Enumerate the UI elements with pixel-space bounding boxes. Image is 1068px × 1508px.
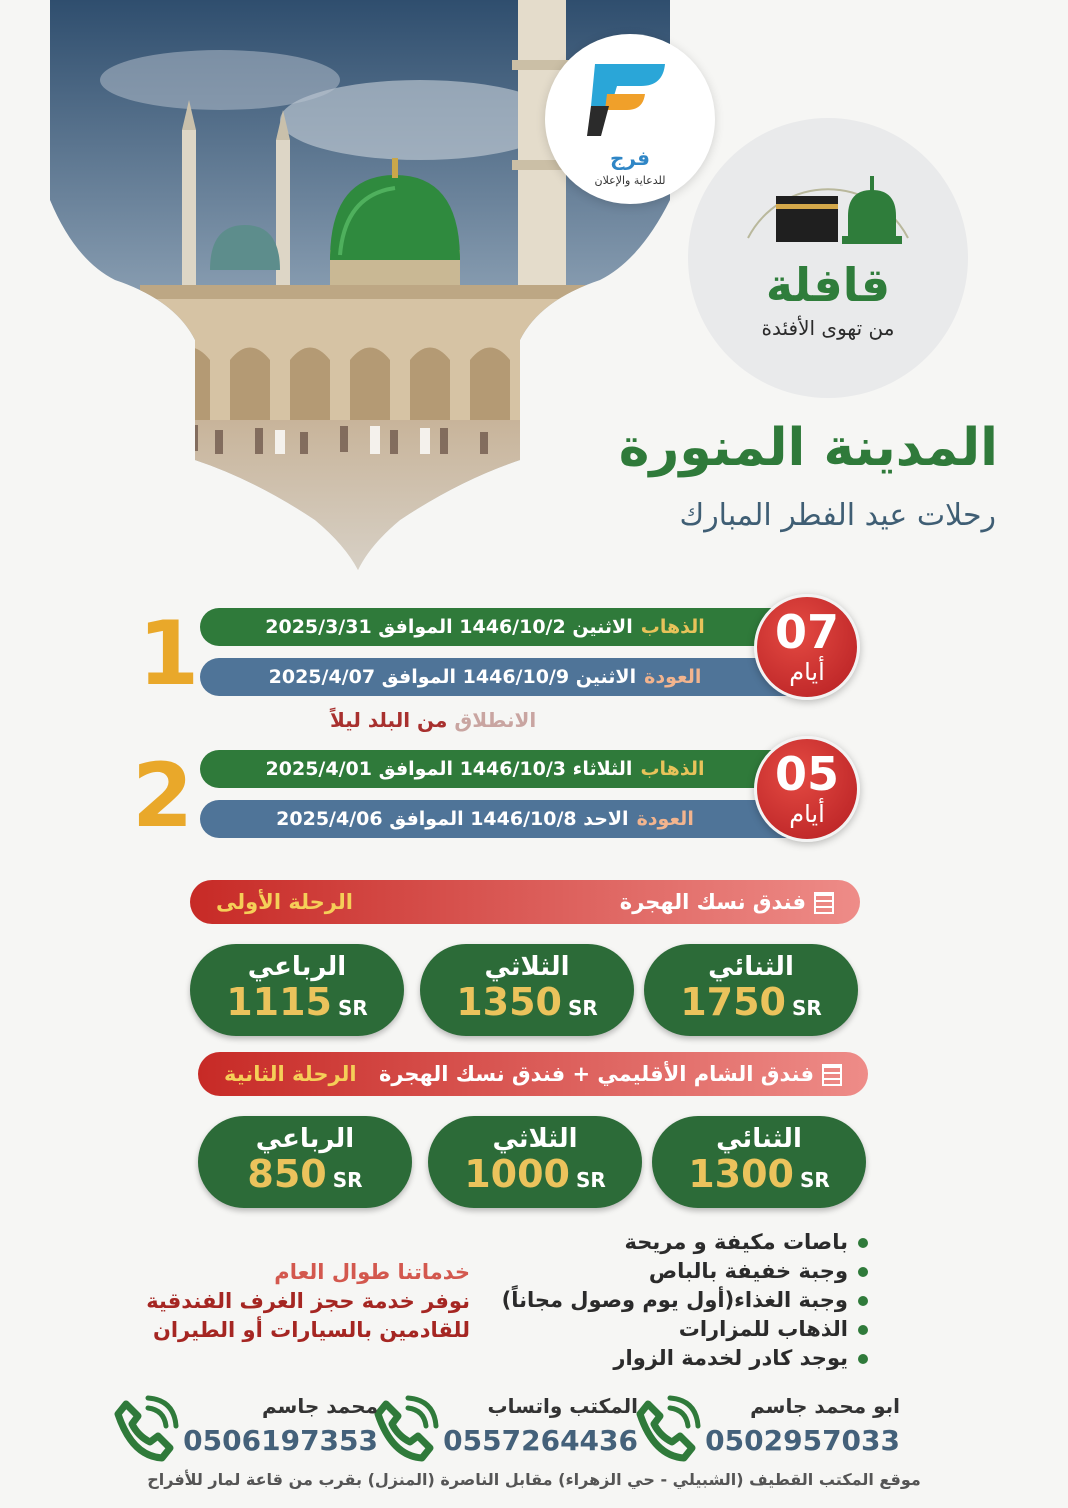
price-amount: 1350 [456,980,562,1024]
caravan-title: قافلة [765,258,891,312]
room-type: الثلاثي [484,952,570,982]
trip-2-return-bar [200,800,810,838]
page-subtitle: رحلات عيد الفطر المبارك [679,498,996,533]
service-line: خدماتنا طوال العام [274,1260,470,1284]
trip-1-departure-label: الذهاب [640,616,705,638]
contact-name: المكتب واتساب [487,1394,638,1418]
service-line: للقادمين بالسيارات أو الطيران [152,1318,470,1342]
departure-note-prefix: الانطلاق [454,708,537,732]
contact-name: محمد جاسم [262,1394,378,1418]
trip-2-days-badge [754,736,860,842]
package-2-price-double [652,1116,866,1208]
room-type: الثلاثي [492,1124,578,1154]
features-list [502,1228,868,1373]
services-block [140,1258,470,1345]
price-currency: SR [567,996,598,1020]
office-address: موقع المكتب القطيف (الشبيلي - حي الزهراء) مقابل الناصرة (المنزل) بقرب من قاعة لمار للأفراح [147,1470,921,1489]
trip-2-days-label: أيام [789,800,825,828]
bullet-icon [858,1238,868,1248]
trip-2-return-label: العودة [636,808,694,830]
contact-3[interactable] [108,1390,378,1470]
hotel-icon [814,892,834,914]
bullet-icon [858,1354,868,1364]
trip-1-days-label: أيام [789,658,825,686]
feature-item: يوجد كادر لخدمة الزوار [502,1344,868,1373]
phone-icon [630,1394,702,1466]
feature-item: وجبة خفيفة بالباص [502,1257,868,1286]
trip-1-number: 1 [138,602,200,705]
bullet-icon [858,1267,868,1277]
package-1-price-quad [190,944,404,1036]
package-2-banner [198,1052,868,1096]
price-amount: 850 [247,1152,327,1196]
trip-2-number: 2 [132,744,194,847]
trip-1-return-bar [200,658,810,696]
trip-2-departure-bar [200,750,810,788]
trip-1-days-badge [754,594,860,700]
trip-1-departure-bar [200,608,810,646]
package-1-price-double [644,944,858,1036]
departure-note [330,708,536,732]
contact-phone[interactable]: 0502957033 [705,1424,900,1457]
contact-phone[interactable]: 0506197353 [183,1424,378,1457]
price-amount: 1000 [464,1152,570,1196]
contact-1[interactable] [630,1390,900,1470]
trip-2-departure-date: الثلاثاء 1446/10/3 الموافق 2025/4/01 [265,758,633,780]
feature-item: الذهاب للمزارات [502,1315,868,1344]
room-type: الرباعي [255,1124,355,1154]
package-2-trip-name: الرحلة الثانية [224,1062,357,1086]
price-amount: 1115 [226,980,332,1024]
contact-name: ابو محمد جاسم [750,1394,900,1418]
trip-2-departure-label: الذهاب [640,758,705,780]
feature-item: باصات مكيفة و مريحة [502,1228,868,1257]
price-currency: SR [791,996,822,1020]
bullet-icon [858,1296,868,1306]
bullet-icon [858,1325,868,1335]
kaaba-mosque-icon [688,118,968,258]
phone-icon [368,1394,440,1466]
room-type: الثنائي [716,1124,802,1154]
feature-item: وجبة الغذاء(أول يوم وصول مجاناً) [502,1286,868,1315]
departure-note-text: من البلد ليلاً [330,708,448,732]
trip-1-return-date: الاثنين 1446/10/9 الموافق 2025/4/07 [268,666,637,688]
trip-1-return-label: العودة [644,666,702,688]
package-2-price-quad [198,1116,412,1208]
contact-2[interactable] [368,1390,638,1470]
caravan-subtitle: من تهوى الأفئدة [761,316,895,340]
price-amount: 1750 [680,980,786,1024]
trip-1-days: 07 [774,605,839,659]
price-amount: 1300 [688,1152,794,1196]
contact-phone[interactable]: 0557264436 [443,1424,638,1457]
trip-1-departure-date: الاثنين 1446/10/2 الموافق 2025/3/31 [265,616,633,638]
package-1-trip-name: الرحلة الأولى [216,890,353,914]
trip-2-return-date: الاحد 1446/10/8 الموافق 2025/4/06 [276,808,629,830]
caravan-logo [688,118,968,398]
room-type: الرباعي [247,952,347,982]
trip-2-days: 05 [774,747,839,801]
page-title: المدينة المنورة [618,418,998,478]
package-1-banner [190,880,860,924]
room-type: الثنائي [708,952,794,982]
phone-icon [108,1394,180,1466]
price-currency: SR [575,1168,606,1192]
price-currency: SR [799,1168,830,1192]
price-currency: SR [337,996,368,1020]
price-currency: SR [332,1168,363,1192]
package-2-price-triple [428,1116,642,1208]
package-1-hotel: فندق نسك الهجرة [619,890,806,914]
hotel-icon [822,1064,842,1086]
package-2-hotel: فندق الشام الأقليمي + فندق نسك الهجرة [378,1062,814,1086]
brand-tagline: للدعاية والإعلان [594,174,666,187]
brand-name: فرج [610,146,650,170]
package-1-price-triple [420,944,634,1036]
service-line: نوفر خدمة حجز الغرف الفندقية [146,1289,470,1313]
